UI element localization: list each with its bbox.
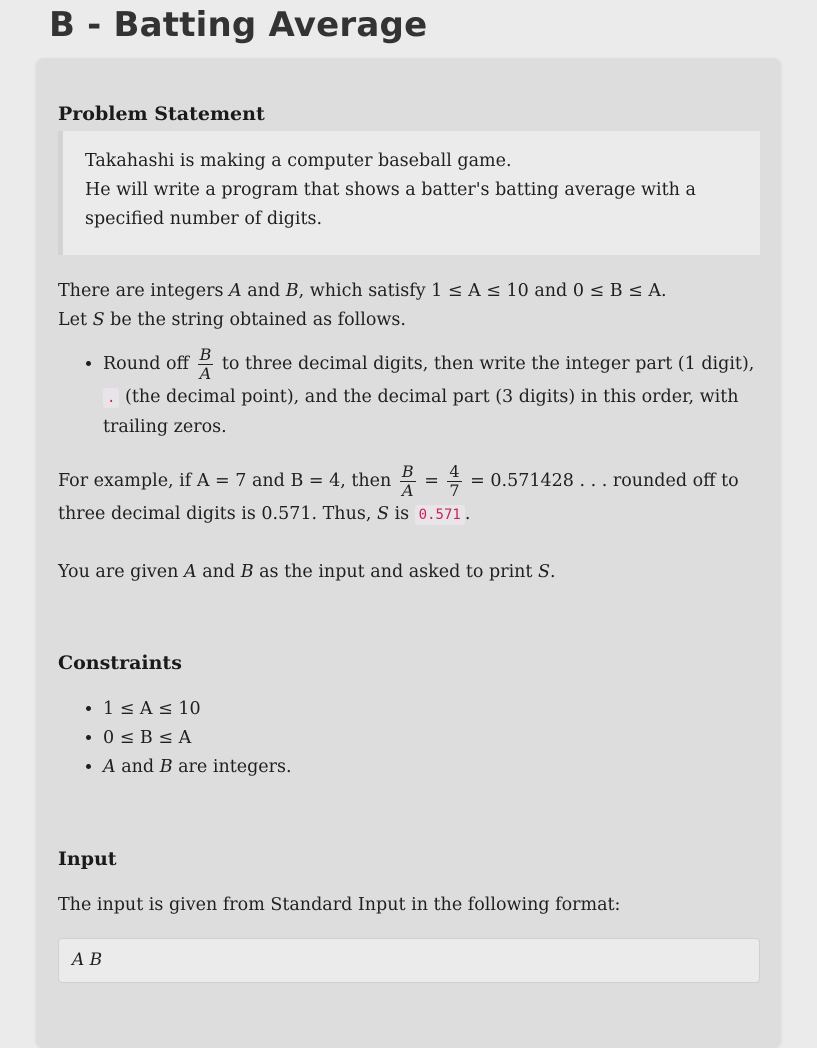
task-paragraph: You are given A and B as the input and asked to print S.	[58, 562, 556, 582]
var-s: S	[538, 562, 551, 582]
constraints-heading: Constraints	[58, 652, 182, 674]
fraction-4-over-7: $\frac{4}{7}$	[449, 462, 460, 500]
var-b: B	[285, 281, 299, 301]
problem-panel	[36, 58, 781, 1048]
rounding-rule-list	[58, 346, 760, 442]
list-item: • A and B are integers.	[103, 753, 760, 782]
constraints-list	[58, 695, 760, 782]
story-line-2: He will write a program that shows a batter's batting average with a specified number of digits.	[85, 180, 696, 229]
var-s: S	[92, 310, 105, 330]
condition-b: 0 ≤ B ≤ A	[572, 281, 662, 301]
var-a: A	[229, 281, 242, 301]
decimal-point-code: .	[103, 388, 119, 408]
input-format-block: A B	[58, 938, 760, 983]
fraction-b-over-a: $\frac{B}{A}$	[401, 462, 414, 500]
list-item: • 1 ≤ A ≤ 10	[103, 695, 760, 724]
var-a: A	[184, 562, 197, 582]
example-paragraph: For example, if A = 7 and B = 4, then $\frac{B}{A}$ = $\frac{4}{7}$ = 0.571428 . . . rounded off to three decimal digits is 0.571. Thus, S is 0.571 .	[58, 462, 739, 524]
input-description: The input is given from Standard Input in the following format:	[58, 895, 621, 915]
input-heading: Input	[58, 848, 117, 870]
story-blockquote	[58, 131, 760, 255]
example-a-value: A = 7	[196, 471, 247, 491]
page-title: B - Batting Average	[49, 5, 428, 45]
list-item: • Round off $\frac{B}{A}$ to three decimal digits, then write the integer part (1 digit), . (the decimal point), and the decimal part (3 digits) in this order, with trailing zeros.	[103, 346, 760, 442]
var-b: B	[240, 562, 254, 582]
example-output-code: 0.571	[415, 505, 465, 525]
definition-paragraph: There are integers A and B, which satisfy 1 ≤ A ≤ 10 and 0 ≤ B ≤ A. Let S be the string obtained as follows.	[58, 281, 667, 330]
story-line-1: Takahashi is making a computer baseball game.	[85, 151, 512, 171]
var-s: S	[376, 504, 389, 524]
condition-a: 1 ≤ A ≤ 10	[431, 281, 529, 301]
fraction-b-over-a: $\frac{B}{A}$	[199, 345, 212, 383]
problem-statement-heading: Problem Statement	[58, 103, 265, 125]
list-item: • 0 ≤ B ≤ A	[103, 724, 760, 753]
example-b-value: B = 4	[290, 471, 341, 491]
